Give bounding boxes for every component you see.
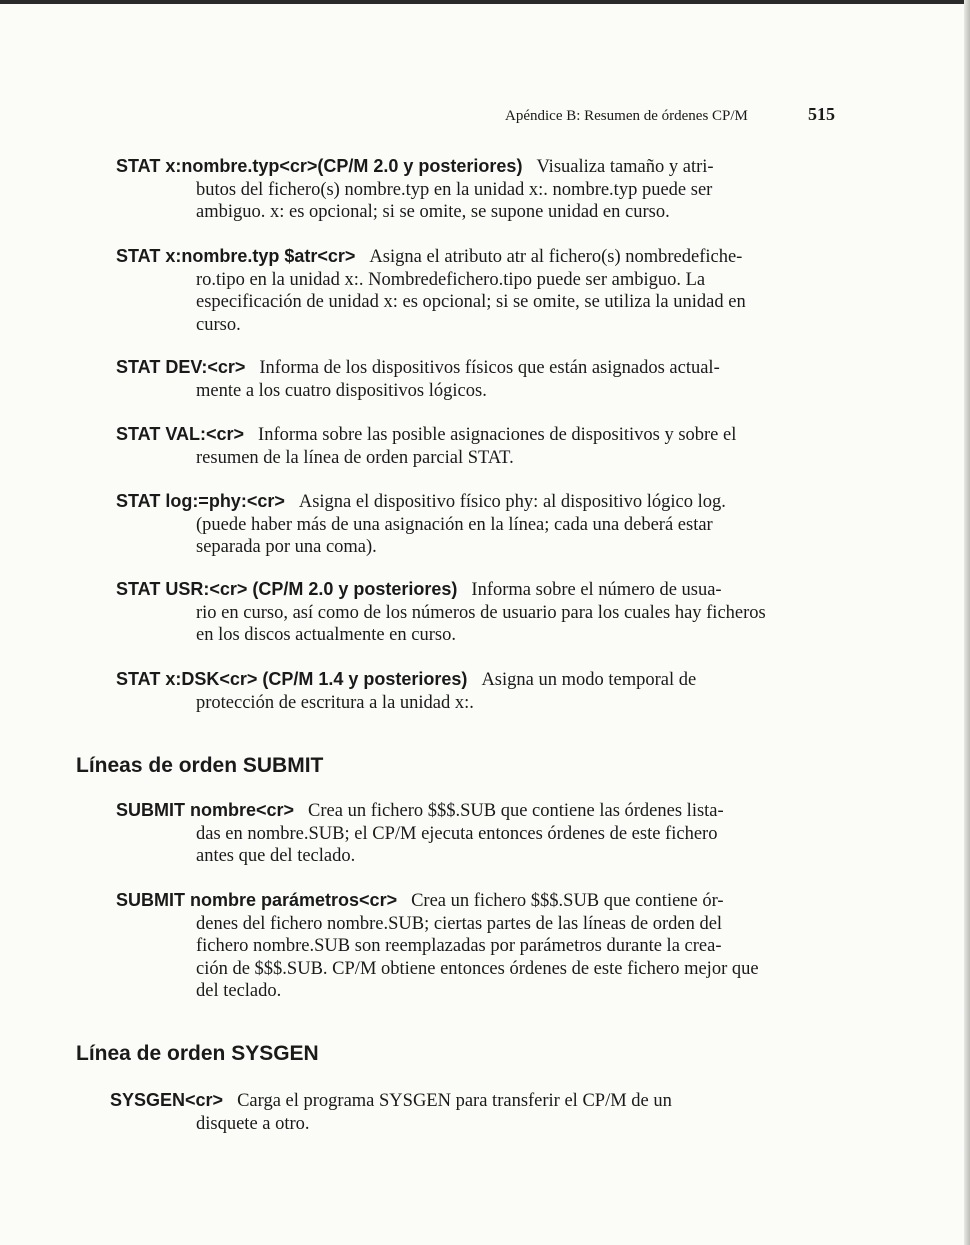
entry-first-line: Informa de los dispositivos físicos que están asignados actual- xyxy=(259,358,720,378)
command-label: STAT log:=phy:<cr> xyxy=(116,491,285,511)
entry-line: fichero nombre.SUB son reemplazadas por parámetros durante la crea- xyxy=(196,936,722,956)
entry-line: ro.tipo en la unidad x:. Nombredefichero.tipo puede ser ambiguo. La xyxy=(196,269,706,290)
stat-entry-usr xyxy=(116,578,836,647)
running-title: Apéndice B: Resumen de órdenes CP/M xyxy=(505,108,748,124)
entry-first-line: Informa sobre el número de usua- xyxy=(471,580,722,600)
command-label: SUBMIT nombre parámetros<cr> xyxy=(116,890,398,910)
entry-line: butos del fichero(s) nombre.typ en la unidad x:. nombre.typ puede ser xyxy=(196,179,713,200)
entry-line: en los discos actualmente en curso. xyxy=(196,625,456,645)
entry-line: das en nombre.SUB; el CP/M ejecuta entonces órdenes de este fichero xyxy=(196,823,718,844)
entry-line: separada por una coma). xyxy=(196,537,377,557)
entry-first-line: Carga el programa SYSGEN para transferir el CP/M de un xyxy=(237,1091,672,1111)
entry-line: ambiguo. x: es opcional; si se omite, se supone unidad en curso. xyxy=(196,202,670,222)
entry-first-line: Asigna el atributo atr al fichero(s) nombredefiche- xyxy=(369,247,743,267)
entry-first-line: Visualiza tamaño y atri- xyxy=(536,157,714,177)
command-label: STAT USR:<cr> (CP/M 2.0 y posteriores) xyxy=(116,579,458,599)
submit-entry-parametros xyxy=(116,889,836,1003)
stat-entry-attr xyxy=(116,245,836,336)
entry-line: mente a los cuatro dispositivos lógicos. xyxy=(196,380,487,401)
entry-line: curso. xyxy=(196,314,241,335)
stat-entry-size xyxy=(116,155,836,224)
section-title-sysgen: Línea de orden SYSGEN xyxy=(76,1042,319,1065)
entry-line: denes del fichero nombre.SUB; ciertas partes de las líneas de orden del xyxy=(196,913,723,934)
entry-first-line: Asigna el dispositivo físico phy: al dispositivo lógico log. xyxy=(298,492,726,512)
command-label: STAT x:DSK<cr> (CP/M 1.4 y posteriores) xyxy=(116,669,468,689)
sysgen-entry xyxy=(110,1089,836,1135)
entry-line: especificación de unidad x: es opcional; si se omite, se utiliza la unidad en xyxy=(196,292,746,312)
entry-line: resumen de la línea de orden parcial STAT. xyxy=(196,447,514,468)
page-number: 515 xyxy=(808,104,835,124)
entry-line: protección de escritura a la unidad x:. xyxy=(196,692,474,713)
page-header xyxy=(505,104,835,125)
page-right-edge xyxy=(964,0,970,1245)
stat-entry-dsk xyxy=(116,668,836,714)
command-label: SUBMIT nombre<cr> xyxy=(116,800,295,820)
page-top-edge xyxy=(0,0,970,4)
entry-line: (puede haber más de una asignación en la línea; cada una deberá estar xyxy=(196,514,713,535)
entry-line: disquete a otro. xyxy=(196,1113,310,1134)
command-label: STAT x:nombre.typ<cr>(CP/M 2.0 y posteriores) xyxy=(116,156,523,176)
stat-entry-dev xyxy=(116,356,836,402)
entry-line: ción de $$$.SUB. CP/M obtiene entonces órdenes de este fichero mejor que xyxy=(196,958,759,979)
entry-line: antes que del teclado. xyxy=(196,846,356,866)
entry-first-line: Crea un fichero $$$.SUB que contiene ór- xyxy=(411,891,724,911)
command-label: STAT VAL:<cr> xyxy=(116,424,245,444)
command-label: SYSGEN<cr> xyxy=(110,1090,224,1110)
entry-first-line: Informa sobre las posible asignaciones de dispositivos y sobre el xyxy=(258,425,737,445)
stat-entry-val xyxy=(116,423,836,469)
command-label: STAT x:nombre.typ $atr<cr> xyxy=(116,246,356,266)
section-title-submit: Líneas de orden SUBMIT xyxy=(76,754,324,777)
submit-entry-nombre xyxy=(116,799,836,868)
stat-entry-log-phy xyxy=(116,490,836,559)
entry-first-line: Crea un fichero $$$.SUB que contiene las órdenes lista- xyxy=(308,801,724,821)
entry-line: del teclado. xyxy=(196,981,282,1001)
entry-first-line: Asigna un modo temporal de xyxy=(481,670,697,690)
command-label: STAT DEV:<cr> xyxy=(116,357,246,377)
entry-line: rio en curso, así como de los números de usuario para los cuales hay ficheros xyxy=(196,602,766,623)
